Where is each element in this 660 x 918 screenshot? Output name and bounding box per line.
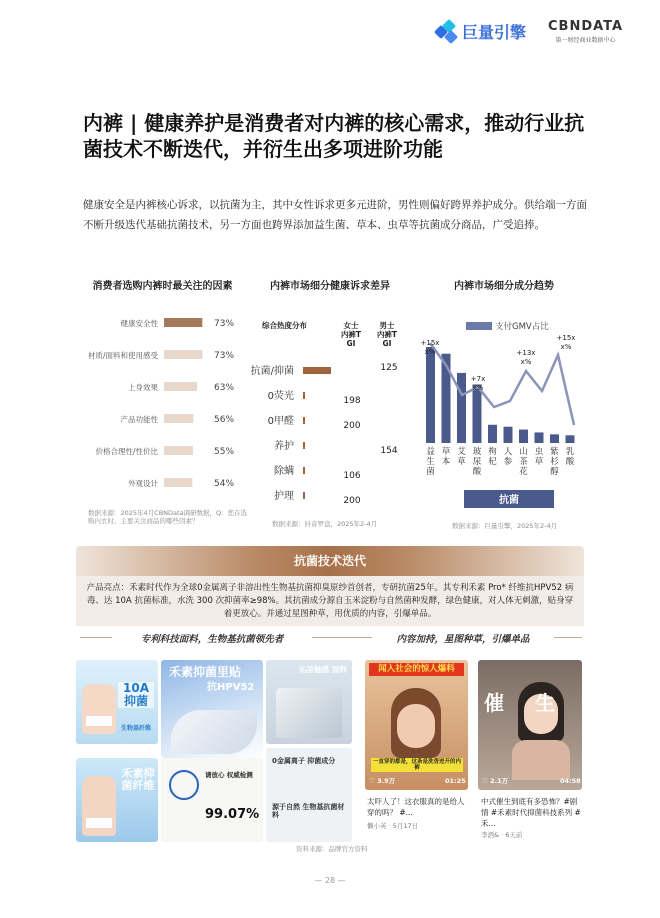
chart3-bar (426, 347, 435, 443)
chart3-annotation: +7x x% (470, 375, 486, 392)
chart2-female-tgi: 200 (343, 421, 361, 431)
page-number: — 28 — (314, 876, 346, 885)
video1-likes (369, 778, 395, 785)
page-title: 内裤 | 健康养护是消费者对内裤的核心需求，推动行业抗菌技术不断迭代，并衍生出多项进阶功能 (83, 111, 585, 161)
photo2-badge-text: 请放心 权威检测 (205, 771, 253, 779)
video2-caption[interactable]: 中式催生到底有多恐怖？#剧情 #禾素时代抑菌科技系列 #禾... (481, 797, 581, 828)
chart1-title: 消费者选购内裤时最关注的因素 (92, 281, 233, 292)
chart3-bar (473, 384, 482, 443)
chart2-category-label: 0甲醛 (267, 416, 294, 427)
chart1-value-label: 54% (214, 479, 235, 489)
chart3-legend-label: 支付GMV占比 (495, 322, 549, 332)
chart1-svg (78, 310, 248, 500)
chart2-col-header-3: 男士内裤TGI (376, 321, 398, 348)
chart2-category-label: 除螨 (274, 466, 294, 477)
chart3-line (430, 343, 574, 425)
video1-likes-count: 3.9万 (377, 777, 396, 785)
juliang-logo-text: 巨量引擎 (462, 23, 527, 42)
photo2-percent: 99.07% (205, 807, 260, 822)
video1-duration: 01:25 (445, 777, 466, 785)
video1-user[interactable]: 懒小英 · 5月17日 (367, 822, 419, 830)
chart2-male-tgi: 154 (380, 446, 398, 456)
page-number-value: 28 (324, 876, 336, 885)
chart2-male-tgi: 125 (380, 363, 398, 373)
sub-heading-right: 内容加持，星图种草，引爆单品 (396, 634, 530, 645)
chart3-category-label: 人参 (503, 447, 513, 467)
video1-subtitle: 一直穿的都是，这条是洗香迸开的内裤 (372, 759, 461, 772)
video2-overlay: 催 生 (484, 691, 567, 715)
divider (554, 637, 582, 638)
chart1 (78, 310, 248, 500)
chart3-category-label: 枸杞 (488, 447, 497, 467)
cbndata-logo-sub: 第一财经商业数据中心 (555, 37, 616, 44)
chart3-category-label: 紫杉醇 (550, 447, 559, 477)
chart2-female-tgi: 198 (343, 396, 361, 406)
chart1-value-label: 56% (214, 415, 235, 425)
cbndata-logo-text: CBNDATA (548, 19, 624, 34)
underwear-shape (86, 818, 112, 828)
chart2-category-label: 0荧光 (267, 391, 294, 402)
model-figure (82, 684, 116, 734)
photo1-overlay-text: 10A抑菌 (118, 682, 154, 708)
product-photo-3-detail[interactable] (266, 748, 352, 842)
cbndata-logo (548, 19, 623, 44)
divider (80, 637, 112, 638)
chart1-bar (164, 318, 202, 327)
chart3-svg (416, 325, 588, 511)
chart2-category-label: 抗菌/抑菌 (250, 366, 294, 377)
certification-badge (169, 770, 199, 800)
chart3-bar (457, 373, 466, 443)
product-photo-4[interactable] (76, 758, 158, 842)
photo3-badge-1: 0金属离子 抑菌成分 (272, 757, 336, 765)
chart1-bar (164, 446, 193, 455)
section-banner (76, 546, 584, 576)
chart1-value-label: 63% (214, 383, 235, 393)
chart2-female-tgi: 200 (343, 496, 361, 506)
chart3-bar (519, 430, 528, 443)
heart-icon: ♡ (369, 777, 375, 785)
photo2-subtitle: 抗HPV52 (207, 682, 255, 693)
photo3-badge-2: 源于自然 生物基抗菌材料 (272, 803, 345, 819)
chart2-svg (240, 360, 410, 510)
body-shape (512, 740, 570, 780)
video2-likes-count: 2.1万 (490, 777, 509, 785)
chart2-category-label: 护理 (274, 491, 294, 502)
juliang-logo-icon (436, 21, 458, 43)
chart3-annotation: +15x x% (420, 339, 440, 356)
chart1-value-label: 73% (214, 319, 235, 329)
video-thumbnail-2[interactable] (478, 660, 582, 790)
chart3-annotation: +13x x% (516, 349, 536, 366)
underwear-shape (86, 716, 112, 726)
chart3-category-label: 益生菌 (426, 447, 435, 477)
video2-likes (482, 778, 508, 785)
chart3-category-label: 虫草 (534, 447, 544, 467)
chart3-title: 内裤市场细分成分趋势 (454, 281, 554, 292)
chart1-value-label: 55% (214, 447, 235, 457)
chart3-bar (550, 434, 559, 443)
chart2-title: 内裤市场细分健康诉求差异 (270, 281, 390, 292)
video-thumbnail-1[interactable] (365, 660, 468, 790)
chart2 (240, 360, 410, 510)
chart3-category-label: 玻尿酸 (472, 447, 482, 477)
product-photo-3[interactable] (266, 660, 352, 744)
chart1-bar (164, 478, 192, 487)
chart3-source: 数据来源：巨量引擎，2025年2-4月 (452, 522, 558, 530)
chart3-bar (535, 432, 544, 443)
chart2-bar (303, 442, 305, 449)
chart2-bar (303, 467, 305, 474)
chart2-source: 数据来源：抖音罗盘，2025年2-4月 (272, 520, 378, 528)
product-photo-2[interactable] (161, 660, 263, 758)
product-photo-1[interactable] (76, 660, 158, 744)
fabric-roll-shape (276, 688, 342, 738)
video2-duration: 04:58 (560, 777, 581, 785)
chart2-bar (303, 417, 305, 424)
chart2-category-label: 养护 (274, 441, 294, 452)
chart3-category-label: 艾草 (457, 447, 466, 467)
chart3-category-label: 乳酸 (565, 447, 575, 467)
product-photo-2-detail[interactable] (161, 758, 263, 842)
chart3-bar (488, 425, 497, 443)
chart3-category-label: 草本 (441, 447, 451, 467)
chart1-category-label: 外观设计 (128, 479, 158, 488)
chart1-bar (164, 414, 193, 423)
chart1-category-label: 价格合理性/性价比 (95, 447, 158, 456)
chart3-category-label: 山茶花 (519, 447, 528, 477)
photo3-top-text: 沁凉触感 面料 (299, 665, 347, 674)
juliang-logo (436, 20, 526, 43)
chart3 (416, 325, 588, 511)
chart2-female-tgi: 106 (343, 471, 361, 481)
section-source: 资料来源：品牌官方资料 (296, 845, 368, 853)
chart2-bar (303, 367, 331, 374)
chart1-source: 数据来源：2025年4月CBNData调研数据，Q：您在选购内衣时，主要关注商品的哪些因素？ (88, 509, 248, 525)
chart2-col-header-2: 女士内裤TGI (340, 321, 362, 348)
intro-paragraph: 健康安全是内裤核心诉求，以抗菌为主，其中女性诉求更多元进阶，男性则偏好跨界养护成分。供给端一方面不断升级迭代基础抗菌技术，另一方面也跨界添加益生菌、草本、虫草等抗菌成分商品，广受追捧。 (83, 199, 587, 231)
section-description: 产品亮点：禾素时代作为全球0金属离子非溶出性生物基抗菌抑臭原纱首创者，专研抗菌25年。其专利禾素 Pro* 纤维抗HPV52 病毒、达 10A 抗菌标准，水洗 300 次抑菌率≥98%。其抗菌成分源自玉米淀粉与自然菌种发酵，绿色健康，对人体无刺激，贴身穿着更放心。并通过星图种草，用优质的内容，引爆单品。 (76, 576, 584, 626)
face-shape (397, 704, 435, 748)
chart1-bar (164, 350, 202, 359)
video1-banner: 闻入社会的惊人爆料 (369, 663, 464, 676)
chart3-annotation: +15x x% (556, 334, 576, 351)
chart3-bar (566, 435, 575, 443)
photo4-overlay-text: 禾素抑菌纤维 (121, 767, 155, 793)
chart2-bar (303, 492, 305, 499)
video1-caption[interactable]: 太吓人了！这衣服真的是给人穿的吗？ #... (367, 797, 465, 817)
divider (312, 637, 372, 638)
photo1-small-text: 生物基纤维 (120, 725, 151, 732)
chart1-category-label: 材质/面料和使用感受 (87, 351, 158, 360)
chart2-col-header-1: 综合热度分布 (262, 321, 307, 330)
chart1-category-label: 健康安全性 (120, 319, 158, 328)
chart2-bar (303, 392, 305, 399)
chart3-bar (504, 427, 513, 443)
video2-user[interactable]: 李洒& · 6天前 (481, 831, 523, 839)
chart1-bar (164, 382, 197, 391)
chart1-category-label: 产品功能性 (120, 415, 158, 424)
sub-heading-left: 专利科技面料，生物基抗菌领先者 (140, 634, 284, 645)
chart1-category-label: 上身效果 (128, 383, 158, 392)
chart3-group-label: 抗菌 (499, 495, 519, 506)
chart1-value-label: 73% (214, 351, 235, 361)
section-banner-title: 抗菌技术迭代 (293, 554, 366, 568)
photo2-title: 禾素抑菌里贴 (169, 665, 242, 679)
heart-icon: ♡ (482, 777, 488, 785)
fabric-shape (171, 710, 257, 754)
